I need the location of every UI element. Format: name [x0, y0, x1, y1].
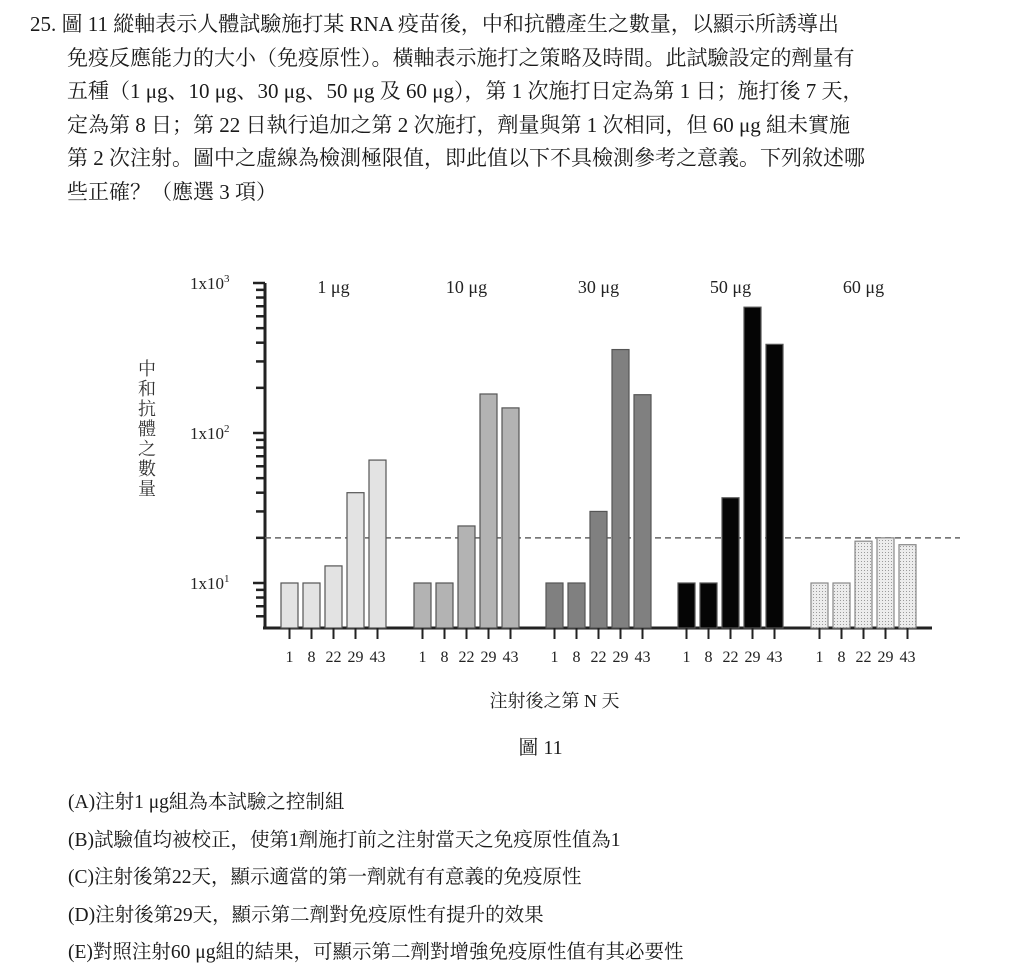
x-tick-label: 22	[722, 649, 739, 666]
bar	[811, 583, 828, 628]
x-tick-label: 29	[480, 649, 497, 666]
x-tick-label: 43	[899, 649, 916, 666]
bar	[877, 538, 894, 628]
bar	[436, 583, 453, 628]
question-line: 定為第 8 日；第 22 日執行追加之第 2 次施打，劑量與第 1 次相同，但 60 μg 組未實施	[67, 112, 851, 137]
group-label: 30 μg	[577, 277, 620, 297]
bar	[546, 583, 563, 628]
x-tick-label: 1	[285, 649, 294, 666]
bar	[414, 583, 431, 628]
x-tick-label: 1	[815, 649, 824, 666]
question-line: 25. 圖 11 縱軸表示人體試驗施打某 RNA 疫苗後，中和抗體產生之數量，以顯示所誘導出	[30, 12, 839, 36]
bar	[833, 583, 850, 628]
group-label: 50 μg	[709, 277, 752, 297]
bar	[568, 583, 585, 628]
x-tick-label: 29	[877, 649, 894, 666]
question-line: 些正確？（應選 3 項）	[67, 179, 277, 204]
x-tick-label: 22	[325, 649, 342, 666]
x-tick-label: 22	[458, 649, 475, 666]
x-tick-label: 8	[440, 649, 449, 666]
x-tick-label: 22	[590, 649, 607, 666]
group-label: 1 μg	[317, 277, 350, 297]
figure-caption: 圖 11	[518, 737, 563, 759]
bar	[480, 394, 497, 628]
option-c[interactable]: (C)注射後第22天，顯示適當的第一劑就有有意義的免疫原性	[68, 867, 582, 888]
x-tick-label: 29	[347, 649, 364, 666]
question-line: 五種（1 μg、10 μg、30 μg、50 μg 及 60 μg），第 1 次施打日定為第 1 日；施打後 7 天，	[67, 79, 864, 103]
x-tick-label: 22	[855, 649, 872, 666]
bar	[590, 511, 607, 628]
y-tick-label: $1x10^2$	[190, 423, 230, 443]
y-axis-label: 中和抗體之數量	[138, 359, 156, 500]
option-b[interactable]: (B)試驗值均被校正，使第1劑施打前之注射當天之免疫原性值為1	[68, 829, 621, 851]
bar	[700, 583, 717, 628]
x-tick-label: 1	[550, 649, 559, 666]
bar	[855, 541, 872, 628]
option-e[interactable]: (E)對照注射60 μg組的結果，可顯示第二劑對增強免疫原性值有其必要性	[68, 942, 684, 963]
bar	[899, 545, 916, 628]
y-tick-label: $1x10^3$	[190, 273, 230, 293]
bar	[634, 395, 651, 628]
bar	[766, 344, 783, 628]
bar	[303, 583, 320, 628]
answer-options	[68, 784, 683, 972]
x-tick-label: 29	[612, 649, 629, 666]
bar	[458, 526, 475, 628]
question-line: 第 2 次注射。圖中之虛線為檢測極限值，即此值以下不具檢測參考之意義。下列敘述哪	[67, 146, 865, 170]
x-tick-label: 29	[744, 649, 761, 666]
group-label: 10 μg	[445, 277, 488, 297]
x-tick-label: 43	[634, 649, 651, 666]
bar	[612, 350, 629, 628]
bar	[502, 408, 519, 628]
x-tick-label: 8	[837, 649, 846, 666]
option-a[interactable]: (A)注射1 μg組為本試驗之控制組	[68, 792, 345, 813]
bar	[369, 460, 386, 628]
bar	[722, 498, 739, 628]
x-tick-label: 1	[682, 649, 691, 666]
x-tick-label: 43	[766, 649, 783, 666]
x-axis-label: 注射後之第 N 天	[489, 691, 620, 711]
y-tick-label: $1x10^1$	[190, 573, 230, 593]
x-tick-label: 43	[502, 649, 519, 666]
option-d[interactable]: (D)注射後第29天，顯示第二劑對免疫原性有提升的效果	[68, 904, 544, 926]
x-tick-label: 8	[704, 649, 713, 666]
x-tick-label: 8	[307, 649, 316, 666]
bar	[325, 566, 342, 628]
bar	[678, 583, 695, 628]
question-line: 免疫反應能力的大小（免疫原性）。橫軸表示施打之策略及時間。此試驗設定的劑量有	[67, 45, 855, 70]
x-tick-label: 8	[572, 649, 581, 666]
bar	[744, 307, 761, 628]
bar	[347, 493, 364, 628]
group-label: 60 μg	[842, 277, 885, 297]
x-tick-label: 43	[369, 649, 386, 666]
bar	[281, 583, 298, 628]
x-tick-label: 1	[418, 649, 427, 666]
